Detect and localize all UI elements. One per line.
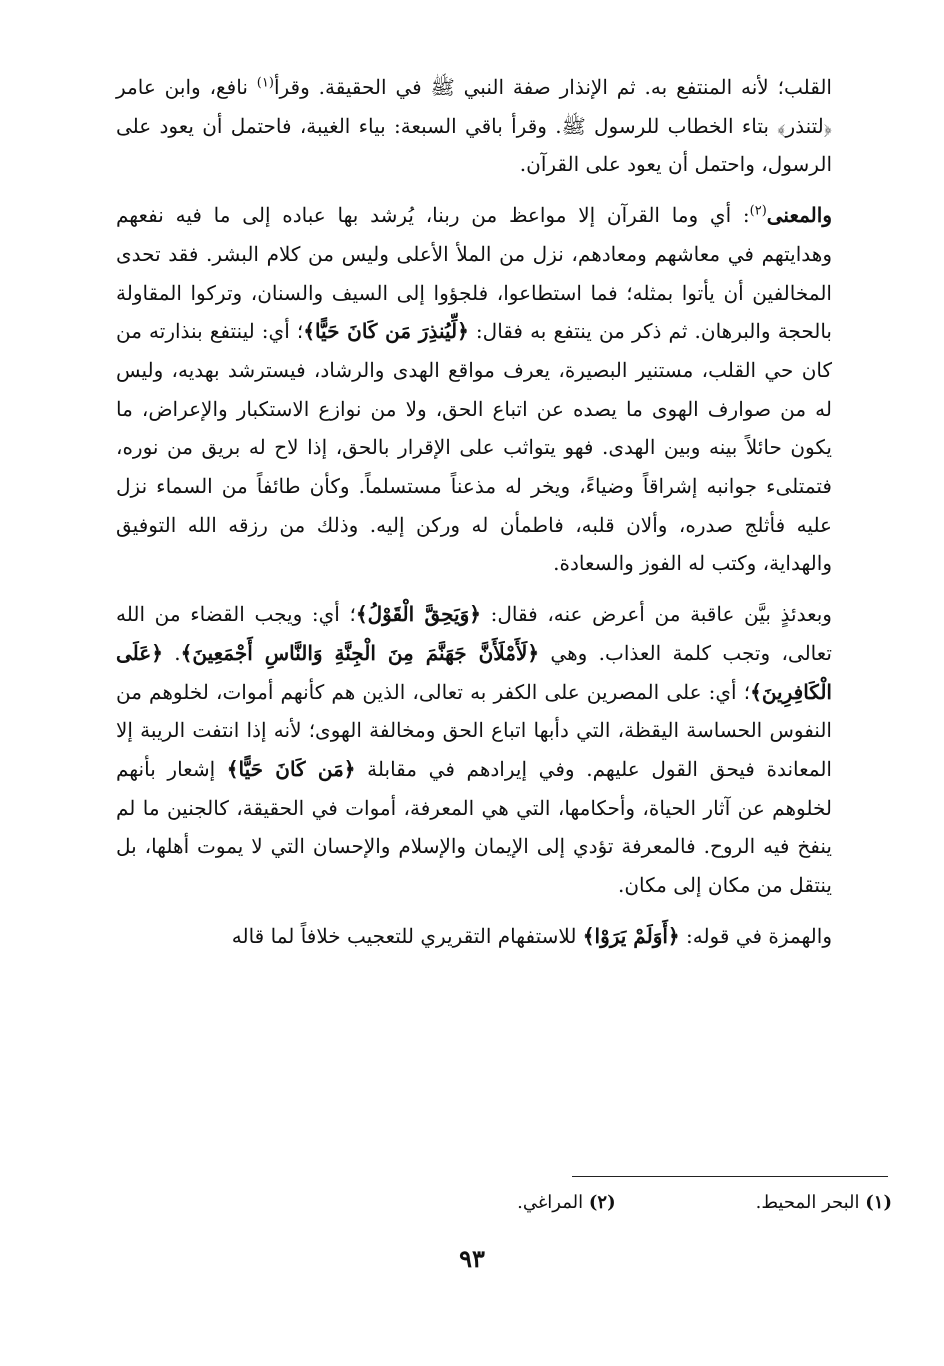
paragraph-3-text-c: .	[162, 640, 181, 665]
paragraph-1-text-a: القلب؛ لأنه المنتفع به. ثم الإنذار صفة النبي ﷺ في الحقيقة. وقرأ	[273, 75, 832, 99]
paragraph-4-text-a: والهمزة في قوله:	[679, 923, 832, 948]
paragraph-1-text-b: نافع، وابن عامر ﴿لتنذر﴾ بتاء الخطاب للرسول ﷺ. وقرأ باقي السبعة: بياء الغيبة، فاحتمل أن يعود على الرسول، واحتمل أن يعود على القرآن.	[116, 75, 832, 177]
footnote-2	[517, 1188, 615, 1218]
quran-quote: ﴿أَوَلَمْ يَرَوْا﴾	[582, 923, 680, 948]
paragraph-4-text-b: للاستفهام التقريري للتعجيب خلافاً لما قاله	[231, 923, 583, 948]
paragraph-3-text-b: ؛ أي: ويجب القضاء من الله تعالى، وتجب كلمة العذاب. وهي	[116, 602, 832, 665]
paragraph-2-lead-word: والمعنى	[766, 203, 832, 228]
footnote-divider	[572, 1176, 888, 1177]
paragraph-3-text-d: ؛ أي: على المصرين على الكفر به تعالى، الذين هم كأنهم أموات، لخلوهم من النفوس الحساسة اليقظة، التي دأبها اتباع الحق ومخالفة الهوى؛ لأنه إذا انتفت الريبة إلا المعاندة فيحق القول عليهم. وفي إيرادهم في مقابلة	[116, 679, 832, 781]
paragraph-3-text-e: إشعار بأنهم لخلوهم عن آثار الحياة، وأحكامها، التي هي المعرفة، أموات في الحقيقة، كالجنين ما لم ينفخ فيه الروح. فالمعرفة تؤدي إلى الإيمان والإسلام والإحسان التي لا يموت أهلها، بل ينتقل من مكان إلى مكان.	[116, 756, 832, 898]
paragraph-3	[116, 595, 832, 905]
footnote-1-text: البحر المحيط.	[755, 1192, 866, 1213]
page-number: ٩٣	[459, 1244, 485, 1273]
main-text	[116, 68, 832, 967]
footnotes	[116, 1188, 892, 1218]
footnote-ref-2: (٢)	[749, 203, 767, 219]
quran-quote: ﴿عَلَى الْكَافِرِينَ﴾	[116, 640, 832, 704]
quran-quote: ﴿مَن كَانَ حَيًّا﴾	[226, 756, 356, 781]
footnote-ref-1: (١)	[256, 75, 274, 91]
paragraph-3-text-a: وبعدئذٍ بيَّن عاقبة من أعرض عنه، فقال:	[481, 602, 832, 627]
paragraph-2-text-b: ؛ أي: لينتفع بنذارته من كان حي القلب، مستنير البصيرة، يعرف مواقع الهدى والرشاد، فيسترشد بهديه، وليس له من صوارف الهوى ما يصده عن اتباع الحق، ولا من نوازع الاستكبار والإعراض، ما يكون حائلاً بينه وبين الهدى. فهو يتواثب على الإقرار بالحق، إذا لاح له بريق من نوره، فتمتلىء جوانبه إشراقاً وضياءً، ويخر له مذعناً مستسلماً. وكأن طائفاً من السماء نزل عليه فأثلج صدره، وألان قلبه، فاطمأن له وركن إليه. وذلك من رزقه الله التوفيق والهداية، وكتب له الفوز والسعادة.	[116, 319, 833, 576]
footnote-1	[756, 1188, 892, 1218]
footnote-2-text: المراغي.	[517, 1192, 589, 1213]
paragraph-2	[116, 196, 832, 583]
footnote-2-number: (٢)	[588, 1192, 616, 1213]
paragraph-4	[116, 917, 832, 956]
quran-quote: ﴿لِّيُنذِرَ مَن كَانَ حَيًّا﴾	[303, 319, 469, 344]
paragraph-1	[116, 68, 832, 184]
quran-quote: ﴿وَيَحِقَّ الْقَوْلُ﴾	[355, 602, 481, 627]
quran-quote: ﴿لَأَمْلَأَنَّ جَهَنَّمَ مِنَ الْجِنَّةِ وَالنَّاسِ أَجْمَعِينَ﴾	[180, 640, 540, 665]
footnote-1-number: (١)	[865, 1192, 892, 1213]
paragraph-2-text-a: : أي وما القرآن إلا مواعظ من ربنا، يُرشد بها عباده إلى ما فيه نفعهم وهدايتهم في معاشهم ومعادهم، نزل من الملأ الأعلى وليس من كلام البشر. فقد تحدى المخالفين أن يأتوا بمثله؛ فما استطاعوا، فلجؤوا إلى السيف والسنان، وتركوا المقاولة بالحجة والبرهان. ثم ذكر من ينتفع به فقال:	[116, 203, 832, 344]
